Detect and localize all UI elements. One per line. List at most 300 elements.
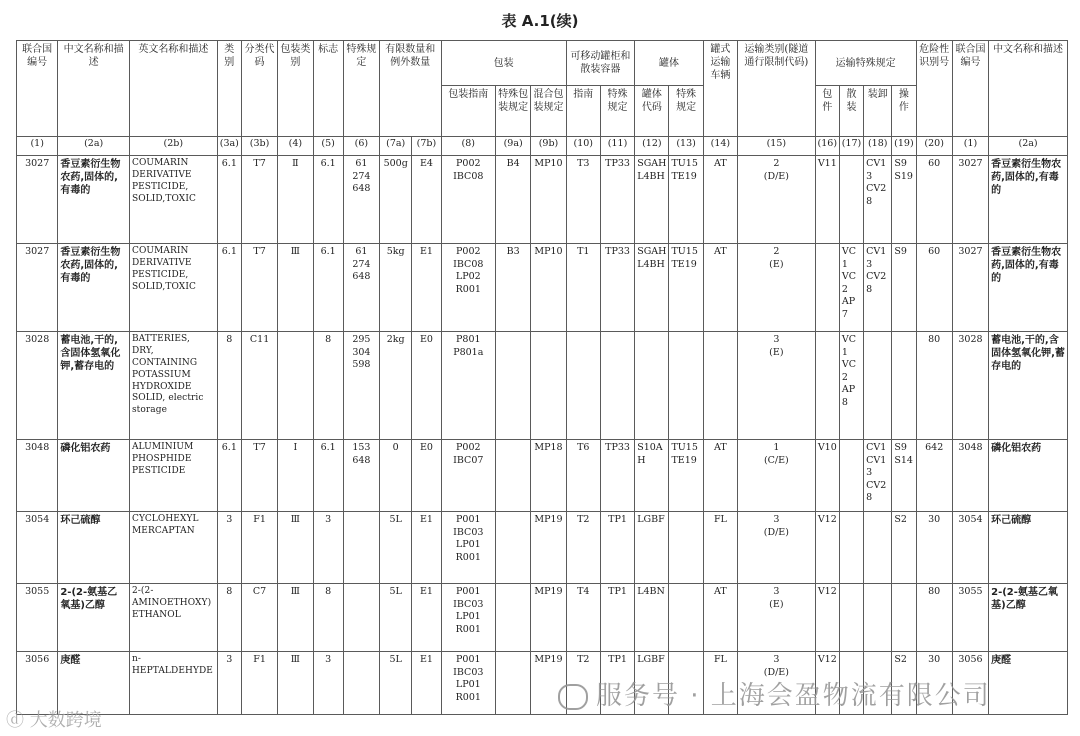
cell-line: LGBF — [637, 514, 665, 525]
header-un-no-right: 联合国编号 — [952, 41, 988, 137]
column-number: (17) — [839, 137, 863, 156]
cn-name-right-cell: 庚醛 — [989, 652, 1068, 715]
header-en-name: 英文名称和描述 — [129, 41, 217, 137]
cell-line: TU15 — [671, 158, 698, 169]
cell-line: PHOSPHIDE — [131, 453, 192, 464]
package-provision-cell: V12 — [815, 652, 839, 715]
cell-line: 2-(2- — [131, 586, 154, 596]
loading-provision-cell — [864, 332, 892, 440]
cell-line: P001 — [456, 514, 481, 525]
cell-line: PESTICIDE, — [131, 181, 189, 192]
un-no-cell: 3027 — [17, 244, 58, 332]
limited-quantity-cell: 0 — [380, 440, 412, 512]
transport-category-cell — [738, 244, 816, 332]
hazard-id-cell: 60 — [916, 156, 952, 244]
vehicle-cell: AT — [703, 584, 737, 652]
cell-line: POTASSIUM — [131, 369, 191, 380]
table-row — [17, 332, 1068, 440]
cell-line: CONTAINING — [131, 357, 198, 368]
packaging-instruction-cell — [441, 156, 495, 244]
chat-bubble-icon — [558, 684, 588, 710]
cell-line: 61 — [355, 246, 368, 257]
cell-line: P002 — [456, 442, 481, 453]
limited-quantity-cell: 5L — [380, 652, 412, 715]
cell-line: HEPTALDEHYDE — [131, 665, 213, 676]
cell-line: COUMARIN — [131, 246, 189, 256]
bulk-provision-cell — [839, 156, 863, 244]
cell-line: AP8 — [841, 384, 856, 408]
package-provision-cell: V11 — [815, 156, 839, 244]
table-row — [17, 584, 1068, 652]
header-limited-quantity: 有限数量和例外数量 — [380, 41, 442, 137]
special-packing-cell — [496, 512, 531, 584]
cell-line: BATTERIES, — [131, 334, 190, 344]
cell-line: LP01 — [455, 679, 481, 691]
column-number: (2a) — [989, 137, 1068, 156]
packing-group-cell: Ⅲ — [278, 584, 313, 652]
cell-line: DERIVATIVE — [131, 257, 192, 268]
cell-line: CV28 — [866, 271, 887, 295]
cell-line: R001 — [455, 623, 481, 635]
cell-line: AP7 — [841, 296, 856, 320]
class-cell: 3 — [217, 652, 241, 715]
cell-line: n- — [131, 654, 141, 664]
portable-tank-instruction-cell: T2 — [566, 652, 600, 715]
excepted-quantity-cell: E1 — [412, 244, 441, 332]
corner-watermark-text: 大数跨境 — [29, 710, 102, 731]
cell-line: VC2 — [841, 359, 857, 383]
portable-tank-special-cell: TP1 — [600, 584, 634, 652]
cell-line: L4BH — [637, 258, 665, 270]
column-number-row — [17, 137, 1068, 156]
tank-code-cell — [635, 332, 669, 440]
cell-line: R001 — [455, 283, 481, 295]
cell-line: HYDROXIDE — [131, 381, 192, 392]
header-special-provisions: 特殊规定 — [343, 41, 379, 137]
en-name-cell — [129, 512, 217, 584]
hazard-id-cell: 30 — [916, 652, 952, 715]
cell-line: 648 — [352, 271, 371, 283]
header-pt-instruction: 指南 — [566, 86, 600, 137]
column-number: (9b) — [531, 137, 566, 156]
transport-category-cell — [738, 440, 816, 512]
mixed-packing-cell: MP10 — [531, 244, 566, 332]
label-cell: 6.1 — [313, 156, 343, 244]
cell-line: S14 — [894, 454, 913, 466]
portable-tank-special-cell: TP1 — [600, 652, 634, 715]
label-cell: 3 — [313, 652, 343, 715]
cell-line: 61 — [355, 158, 368, 169]
classification-code-cell: T7 — [241, 440, 277, 512]
cell-line: SGAH — [637, 158, 667, 169]
cell-line: LGBF — [637, 654, 665, 665]
cell-line: (E) — [769, 598, 784, 610]
cell-line: MERCAPTAN — [131, 525, 195, 536]
transport-category-cell — [738, 512, 816, 584]
loading-provision-cell — [864, 584, 892, 652]
bulk-provision-cell — [839, 584, 863, 652]
cell-line: 3 — [773, 514, 780, 525]
mixed-packing-cell: MP19 — [531, 584, 566, 652]
tank-special-cell — [669, 156, 703, 244]
un-no-right-cell: 3027 — [952, 156, 988, 244]
cn-name-cell: 庚醛 — [58, 652, 130, 715]
cell-line: CV13 — [866, 158, 887, 182]
cell-line: P801 — [456, 334, 481, 345]
vehicle-cell — [703, 332, 737, 440]
cell-line: LP01 — [455, 611, 481, 623]
classification-code-cell: T7 — [241, 244, 277, 332]
cn-name-right-cell: 环己硫醇 — [989, 512, 1068, 584]
limited-quantity-cell: 2kg — [380, 332, 412, 440]
column-number: (15) — [738, 137, 816, 156]
cell-line: TE19 — [671, 258, 697, 270]
column-number: (1) — [952, 137, 988, 156]
cell-line: (D/E) — [763, 666, 789, 678]
excepted-quantity-cell: E0 — [412, 440, 441, 512]
packaging-instruction-cell — [441, 440, 495, 512]
special-packing-cell — [496, 440, 531, 512]
header-cn-name-right: 中文名称和描述 — [989, 41, 1068, 137]
special-provisions-cell — [343, 244, 379, 332]
tank-code-cell — [635, 440, 669, 512]
mixed-packing-cell: MP18 — [531, 440, 566, 512]
bulk-provision-cell — [839, 512, 863, 584]
cell-line: 648 — [352, 183, 371, 195]
column-number: (11) — [600, 137, 634, 156]
mixed-packing-cell: MP19 — [531, 512, 566, 584]
packaging-instruction-cell — [441, 584, 495, 652]
vehicle-cell: FL — [703, 652, 737, 715]
classification-code-cell: F1 — [241, 652, 277, 715]
un-no-cell: 3054 — [17, 512, 58, 584]
cell-line: PESTICIDE — [131, 465, 186, 476]
en-name-cell — [129, 652, 217, 715]
special-packing-cell: B4 — [496, 156, 531, 244]
header-loading: 装卸 — [864, 86, 892, 137]
special-provisions-cell — [343, 440, 379, 512]
cell-line: CV13 — [866, 246, 887, 270]
cell-line: (C/E) — [763, 454, 789, 466]
mixed-packing-cell: MP10 — [531, 156, 566, 244]
cell-line: SOLID,TOXIC — [131, 193, 196, 204]
cell-line: 274 — [352, 258, 371, 270]
packing-group-cell: Ⅲ — [278, 512, 313, 584]
cell-line: L4BN — [637, 586, 665, 597]
un-no-cell: 3055 — [17, 584, 58, 652]
tank-code-cell — [635, 512, 669, 584]
cell-line: VC1 — [841, 334, 857, 358]
cell-line: R001 — [455, 551, 481, 563]
un-no-right-cell: 3054 — [952, 512, 988, 584]
un-no-right-cell: 3028 — [952, 332, 988, 440]
column-number: (16) — [815, 137, 839, 156]
classification-code-cell: F1 — [241, 512, 277, 584]
class-cell: 6.1 — [217, 156, 241, 244]
transport-category-cell — [738, 332, 816, 440]
dangerous-goods-table — [16, 40, 1068, 715]
cell-line: (D/E) — [763, 170, 789, 182]
packing-group-cell: Ⅲ — [278, 244, 313, 332]
portable-tank-special-cell: TP33 — [600, 156, 634, 244]
operation-provision-cell — [892, 512, 916, 584]
excepted-quantity-cell: E1 — [412, 584, 441, 652]
cn-name-right-cell: 2-(2-氨基乙氧基)乙醇 — [989, 584, 1068, 652]
operation-provision-cell — [892, 244, 916, 332]
cn-name-cell: 蓄电池,干的,含固体氢氧化钾,蓄存电的 — [58, 332, 130, 440]
column-number: (7a) — [380, 137, 412, 156]
cell-line: TU15 — [671, 246, 698, 257]
cell-line: IBC08 — [453, 170, 484, 182]
cell-line: CYCLOHEXYL — [131, 514, 199, 524]
un-no-cell: 3048 — [17, 440, 58, 512]
cell-line: 2 — [773, 158, 780, 169]
column-number: (5) — [313, 137, 343, 156]
classification-code-cell: C11 — [241, 332, 277, 440]
excepted-quantity-cell: E4 — [412, 156, 441, 244]
transport-category-cell — [738, 156, 816, 244]
column-number: (6) — [343, 137, 379, 156]
label-cell: 6.1 — [313, 244, 343, 332]
portable-tank-instruction-cell: T4 — [566, 584, 600, 652]
cell-line: ETHANOL — [131, 609, 181, 620]
header-transport-special: 运输特殊规定 — [815, 41, 916, 86]
header-transport-category: 运输类别(隧道通行限制代码) — [738, 41, 816, 137]
packing-group-cell: I — [278, 440, 313, 512]
header-packaging: 包装 — [441, 41, 566, 86]
packaging-instruction-cell — [441, 652, 495, 715]
transport-category-cell — [738, 584, 816, 652]
label-cell: 3 — [313, 512, 343, 584]
cell-line: P001 — [456, 586, 481, 597]
cell-line: 598 — [352, 359, 371, 371]
column-number: (12) — [635, 137, 669, 156]
hazard-id-cell: 30 — [916, 512, 952, 584]
header-packaging-instruction: 包装指南 — [441, 86, 495, 137]
tank-special-cell — [669, 440, 703, 512]
cell-line: CV1 — [866, 442, 887, 453]
cell-line: CV13 — [866, 454, 887, 479]
operation-provision-cell — [892, 440, 916, 512]
portable-tank-special-cell: TP33 — [600, 440, 634, 512]
en-name-cell — [129, 156, 217, 244]
cell-line: TE19 — [671, 170, 697, 182]
cell-line: TE19 — [671, 454, 697, 466]
table-row — [17, 156, 1068, 244]
cell-line: AMINOETHOXY) — [131, 597, 212, 608]
header-cn-name: 中文名称和描述 — [58, 41, 130, 137]
tank-special-cell — [669, 244, 703, 332]
cell-line: S9 — [894, 442, 907, 453]
header-class: 类别 — [217, 41, 241, 137]
portable-tank-special-cell: TP33 — [600, 244, 634, 332]
class-cell: 8 — [217, 584, 241, 652]
cell-line: L4BH — [637, 170, 665, 182]
cell-line: 304 — [352, 346, 371, 358]
header-packing-group: 包装类别 — [278, 41, 313, 137]
cell-line: VC1 — [841, 246, 857, 270]
operation-provision-cell — [892, 156, 916, 244]
cell-line: IBC03 — [453, 598, 484, 610]
special-packing-cell — [496, 652, 531, 715]
package-provision-cell: V12 — [815, 512, 839, 584]
packing-group-cell: Ⅲ — [278, 652, 313, 715]
special-provisions-cell — [343, 512, 379, 584]
en-name-cell — [129, 332, 217, 440]
un-no-cell: 3027 — [17, 156, 58, 244]
loading-provision-cell — [864, 440, 892, 512]
header-hazard-id: 危险性识别号 — [916, 41, 952, 137]
service-watermark — [558, 675, 991, 712]
column-number: (13) — [669, 137, 703, 156]
limited-quantity-cell: 500g — [380, 156, 412, 244]
label-cell: 8 — [313, 584, 343, 652]
mixed-packing-cell: MP19 — [531, 652, 566, 715]
un-no-right-cell: 3027 — [952, 244, 988, 332]
special-packing-cell — [496, 584, 531, 652]
table-row — [17, 440, 1068, 512]
special-packing-cell: B3 — [496, 244, 531, 332]
cell-line: ALUMINIUM — [131, 442, 194, 452]
packaging-instruction-cell — [441, 244, 495, 332]
cell-line: TU15 — [671, 442, 698, 453]
column-number: (9a) — [496, 137, 531, 156]
header-tank-special: 特殊规定 — [669, 86, 703, 137]
cn-name-cell: 2-(2-氨基乙氧基)乙醇 — [58, 584, 130, 652]
special-provisions-cell — [343, 156, 379, 244]
operation-provision-cell — [892, 332, 916, 440]
cell-line: (E) — [769, 258, 784, 270]
un-no-right-cell: 3056 — [952, 652, 988, 715]
cell-line: PESTICIDE, — [131, 269, 189, 280]
cn-name-cell: 香豆素衍生物农药,固体的,有毒的 — [58, 156, 130, 244]
hazard-id-cell: 60 — [916, 244, 952, 332]
cell-line: COUMARIN — [131, 158, 189, 168]
column-number: (18) — [864, 137, 892, 156]
vehicle-cell: AT — [703, 156, 737, 244]
en-name-cell — [129, 244, 217, 332]
un-no-right-cell: 3055 — [952, 584, 988, 652]
classification-code-cell: T7 — [241, 156, 277, 244]
hazard-id-cell: 642 — [916, 440, 952, 512]
cell-line: 3 — [773, 654, 780, 665]
cell-line: S9 — [894, 158, 907, 169]
cell-line: S2 — [894, 654, 907, 665]
operation-provision-cell — [892, 584, 916, 652]
excepted-quantity-cell: E0 — [412, 332, 441, 440]
bulk-provision-cell — [839, 244, 863, 332]
column-number: (19) — [892, 137, 916, 156]
cn-name-right-cell: 蓄电池,干的,含固体氢氧化钾,蓄存电的 — [989, 332, 1068, 440]
cell-line: VC2 — [841, 271, 857, 295]
cell-line: (D/E) — [763, 526, 789, 538]
tank-special-cell — [669, 332, 703, 440]
cn-name-cell: 环己硫醇 — [58, 512, 130, 584]
header-portable-tank: 可移动罐柜和散装容器 — [566, 41, 635, 86]
header-pt-special: 特殊规定 — [600, 86, 634, 137]
tank-code-cell — [635, 244, 669, 332]
tank-code-cell — [635, 584, 669, 652]
column-number: (1) — [17, 137, 58, 156]
excepted-quantity-cell: E1 — [412, 652, 441, 715]
header-tank: 罐体 — [635, 41, 704, 86]
tank-special-cell — [669, 584, 703, 652]
un-no-cell: 3028 — [17, 332, 58, 440]
vehicle-cell: AT — [703, 440, 737, 512]
cell-line: IBC03 — [453, 666, 484, 678]
portable-tank-special-cell — [600, 332, 634, 440]
portable-tank-instruction-cell — [566, 332, 600, 440]
portable-tank-instruction-cell: T3 — [566, 156, 600, 244]
packing-group-cell — [278, 332, 313, 440]
cell-line: (E) — [769, 346, 784, 358]
cell-line: 3 — [773, 586, 780, 597]
cell-line: IBC03 — [453, 526, 484, 538]
header-un-no: 联合国编号 — [17, 41, 58, 137]
cell-line: 2 — [773, 246, 780, 257]
cell-line: P801a — [453, 346, 484, 358]
cell-line: P002 — [456, 158, 481, 169]
portable-tank-instruction-cell: T1 — [566, 244, 600, 332]
bulk-provision-cell — [839, 332, 863, 440]
class-cell: 8 — [217, 332, 241, 440]
portable-tank-instruction-cell: T6 — [566, 440, 600, 512]
vehicle-cell: FL — [703, 512, 737, 584]
cell-line: IBC07 — [453, 454, 484, 466]
cell-line: P002 — [456, 246, 481, 257]
packaging-instruction-cell — [441, 512, 495, 584]
label-cell: 8 — [313, 332, 343, 440]
service-watermark-text: 服务号 · 上海会盈物流有限公司 — [596, 681, 991, 711]
header-vehicle: 罐式运输车辆 — [703, 41, 737, 137]
hazard-id-cell: 80 — [916, 332, 952, 440]
tank-code-cell — [635, 156, 669, 244]
cell-line: DRY, — [131, 345, 154, 356]
cell-line: S10AH — [637, 442, 663, 466]
loading-provision-cell — [864, 244, 892, 332]
portable-tank-instruction-cell: T2 — [566, 512, 600, 584]
package-provision-cell: V12 — [815, 584, 839, 652]
un-no-cell: 3056 — [17, 652, 58, 715]
header-tank-code: 罐体代码 — [635, 86, 669, 137]
cell-line: 3 — [773, 334, 780, 345]
cell-line: S19 — [894, 170, 913, 182]
cell-line: LP01 — [455, 539, 481, 551]
cell-line: 1 — [773, 442, 780, 453]
header-operation: 操作 — [892, 86, 916, 137]
special-packing-cell — [496, 332, 531, 440]
class-cell: 6.1 — [217, 440, 241, 512]
logo-icon: ⓓ — [6, 710, 24, 731]
header-label: 标志 — [313, 41, 343, 137]
cell-line: DERIVATIVE — [131, 169, 192, 180]
mixed-packing-cell — [531, 332, 566, 440]
portable-tank-special-cell: TP1 — [600, 512, 634, 584]
special-provisions-cell — [343, 332, 379, 440]
column-number: (3b) — [241, 137, 277, 156]
header-classification-code: 分类代码 — [241, 41, 277, 137]
header-package: 包件 — [815, 86, 839, 137]
cell-line: S9 — [894, 246, 907, 257]
label-cell: 6.1 — [313, 440, 343, 512]
special-provisions-cell — [343, 584, 379, 652]
cn-name-cell: 香豆素衍生物农药,固体的,有毒的 — [58, 244, 130, 332]
header-bulk: 散装 — [839, 86, 863, 137]
class-cell: 6.1 — [217, 244, 241, 332]
loading-provision-cell — [864, 512, 892, 584]
cell-line: LP02 — [455, 271, 481, 283]
vehicle-cell: AT — [703, 244, 737, 332]
